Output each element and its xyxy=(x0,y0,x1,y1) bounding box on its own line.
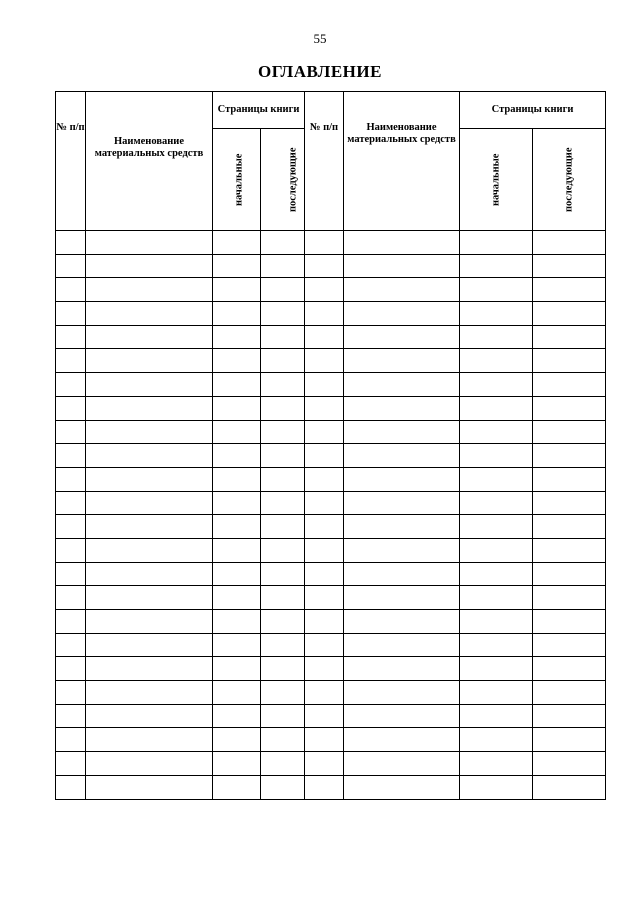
table-cell xyxy=(344,254,460,278)
table-cell xyxy=(213,349,261,373)
table-cell xyxy=(460,562,533,586)
table-cell xyxy=(56,562,86,586)
table-cell xyxy=(305,728,344,752)
table-cell xyxy=(533,633,606,657)
table-cell xyxy=(56,775,86,799)
table-cell xyxy=(305,633,344,657)
table-cell xyxy=(533,467,606,491)
table-cell xyxy=(213,373,261,397)
table-cell xyxy=(344,396,460,420)
table-row xyxy=(56,562,606,586)
table-cell xyxy=(261,302,305,326)
table-cell xyxy=(261,325,305,349)
table-cell xyxy=(86,704,213,728)
left-num-header: № п/п xyxy=(56,92,86,231)
table-cell xyxy=(305,562,344,586)
table-cell xyxy=(460,610,533,634)
table-cell xyxy=(56,633,86,657)
table-row xyxy=(56,373,606,397)
table-cell xyxy=(305,586,344,610)
table-cell xyxy=(460,467,533,491)
table-cell xyxy=(86,657,213,681)
table-cell xyxy=(533,752,606,776)
table-cell xyxy=(460,633,533,657)
table-cell xyxy=(261,349,305,373)
table-cell xyxy=(56,681,86,705)
table-cell xyxy=(86,420,213,444)
table-cell xyxy=(261,373,305,397)
table-cell xyxy=(261,538,305,562)
table-cell xyxy=(533,538,606,562)
table-cell xyxy=(56,444,86,468)
table-cell xyxy=(533,396,606,420)
table-cell xyxy=(460,752,533,776)
table-cell xyxy=(213,657,261,681)
table-row xyxy=(56,633,606,657)
table-cell xyxy=(261,444,305,468)
right-next-header xyxy=(533,129,606,231)
table-cell xyxy=(460,775,533,799)
table-row xyxy=(56,515,606,539)
table-cell xyxy=(86,373,213,397)
table-row xyxy=(56,586,606,610)
table-cell xyxy=(213,775,261,799)
table-cell xyxy=(344,325,460,349)
table-cell xyxy=(460,704,533,728)
table-cell xyxy=(305,515,344,539)
table-cell xyxy=(344,704,460,728)
table-cell xyxy=(86,562,213,586)
table-cell xyxy=(533,373,606,397)
table-cell xyxy=(305,775,344,799)
table-cell xyxy=(533,444,606,468)
table-cell xyxy=(213,538,261,562)
table-cell xyxy=(344,728,460,752)
table-cell xyxy=(213,610,261,634)
table-cell xyxy=(460,728,533,752)
table-cell xyxy=(344,610,460,634)
table-cell xyxy=(533,657,606,681)
table-cell xyxy=(533,231,606,255)
table-cell xyxy=(213,325,261,349)
table-cell xyxy=(86,728,213,752)
table-cell xyxy=(460,396,533,420)
table-cell xyxy=(86,349,213,373)
table-cell xyxy=(344,538,460,562)
table-cell xyxy=(533,775,606,799)
table-row xyxy=(56,657,606,681)
table-cell xyxy=(213,633,261,657)
left-pages-header: Страницы книги xyxy=(213,92,305,129)
table-cell xyxy=(305,278,344,302)
table-cell xyxy=(460,254,533,278)
table-cell xyxy=(56,396,86,420)
table-cell xyxy=(86,444,213,468)
table-cell xyxy=(305,373,344,397)
table-cell xyxy=(261,586,305,610)
left-next-label: последующие xyxy=(287,147,299,212)
table-cell xyxy=(460,231,533,255)
table-cell xyxy=(56,728,86,752)
table-cell xyxy=(213,681,261,705)
table-cell xyxy=(86,633,213,657)
table-cell xyxy=(86,775,213,799)
table-cell xyxy=(56,278,86,302)
table-cell xyxy=(305,538,344,562)
table-cell xyxy=(305,349,344,373)
table-row xyxy=(56,681,606,705)
table-cell xyxy=(261,752,305,776)
toc-body xyxy=(56,231,606,800)
table-cell xyxy=(344,444,460,468)
table-cell xyxy=(344,586,460,610)
table-cell xyxy=(56,325,86,349)
table-cell xyxy=(460,657,533,681)
table-cell xyxy=(533,562,606,586)
table-cell xyxy=(305,610,344,634)
table-cell xyxy=(56,420,86,444)
table-cell xyxy=(213,467,261,491)
left-name-header: Наименование материальных средств xyxy=(86,92,213,231)
page-number: 55 xyxy=(313,31,327,46)
table-cell xyxy=(86,491,213,515)
table-cell xyxy=(261,681,305,705)
table-cell xyxy=(86,396,213,420)
table-cell xyxy=(86,467,213,491)
right-name-header: Наименование материальных средств xyxy=(344,92,460,231)
table-cell xyxy=(56,254,86,278)
table-cell xyxy=(56,586,86,610)
table-cell xyxy=(213,586,261,610)
table-cell xyxy=(533,704,606,728)
table-cell xyxy=(305,231,344,255)
table-row xyxy=(56,420,606,444)
table-cell xyxy=(460,325,533,349)
right-start-label: начальные xyxy=(490,153,502,206)
table-cell xyxy=(86,325,213,349)
table-cell xyxy=(86,610,213,634)
table-cell xyxy=(344,491,460,515)
toc-table xyxy=(55,91,606,800)
table-cell xyxy=(460,420,533,444)
table-cell xyxy=(261,610,305,634)
table-cell xyxy=(533,610,606,634)
table-cell xyxy=(344,349,460,373)
table-cell xyxy=(261,515,305,539)
table-cell xyxy=(305,302,344,326)
table-cell xyxy=(261,775,305,799)
table-cell xyxy=(533,349,606,373)
table-cell xyxy=(213,491,261,515)
table-cell xyxy=(261,254,305,278)
table-cell xyxy=(86,515,213,539)
table-cell xyxy=(344,373,460,397)
table-cell xyxy=(56,752,86,776)
table-cell xyxy=(56,610,86,634)
table-row xyxy=(56,775,606,799)
table-cell xyxy=(56,657,86,681)
table-cell xyxy=(344,420,460,444)
table-cell xyxy=(533,681,606,705)
table-cell xyxy=(213,254,261,278)
table-cell xyxy=(460,681,533,705)
table-cell xyxy=(86,752,213,776)
table-cell xyxy=(56,515,86,539)
table-cell xyxy=(213,515,261,539)
table-cell xyxy=(344,562,460,586)
table-cell xyxy=(305,325,344,349)
table-row xyxy=(56,254,606,278)
table-cell xyxy=(533,302,606,326)
table-cell xyxy=(261,562,305,586)
table-cell xyxy=(261,704,305,728)
table-row xyxy=(56,610,606,634)
right-pages-header: Страницы книги xyxy=(460,92,606,129)
table-cell xyxy=(460,538,533,562)
table-row xyxy=(56,278,606,302)
table-cell xyxy=(86,278,213,302)
table-row xyxy=(56,231,606,255)
page-title: ОГЛАВЛЕНИЕ xyxy=(258,62,382,81)
table-cell xyxy=(261,728,305,752)
table-cell xyxy=(344,467,460,491)
table-cell xyxy=(533,278,606,302)
table-cell xyxy=(460,349,533,373)
table-cell xyxy=(344,302,460,326)
table-cell xyxy=(460,278,533,302)
right-num-header: № п/п xyxy=(305,92,344,231)
table-cell xyxy=(533,728,606,752)
table-row xyxy=(56,467,606,491)
right-next-label: последующие xyxy=(563,147,575,212)
table-cell xyxy=(213,444,261,468)
table-row xyxy=(56,349,606,373)
table-cell xyxy=(261,467,305,491)
table-cell xyxy=(460,444,533,468)
table-cell xyxy=(213,231,261,255)
table-cell xyxy=(305,752,344,776)
table-row xyxy=(56,538,606,562)
table-cell xyxy=(460,302,533,326)
left-start-header xyxy=(213,129,261,231)
table-cell xyxy=(86,681,213,705)
table-row xyxy=(56,728,606,752)
table-cell xyxy=(533,254,606,278)
table-cell xyxy=(261,491,305,515)
table-cell xyxy=(86,538,213,562)
table-cell xyxy=(460,515,533,539)
table-row xyxy=(56,325,606,349)
table-cell xyxy=(344,231,460,255)
table-cell xyxy=(460,373,533,397)
table-cell xyxy=(56,373,86,397)
table-cell xyxy=(460,586,533,610)
table-cell xyxy=(56,231,86,255)
table-cell xyxy=(56,704,86,728)
table-cell xyxy=(533,515,606,539)
table-cell xyxy=(56,491,86,515)
table-row xyxy=(56,444,606,468)
left-start-label: начальные xyxy=(233,153,245,206)
table-cell xyxy=(56,349,86,373)
table-cell xyxy=(305,704,344,728)
table-cell xyxy=(305,254,344,278)
table-cell xyxy=(213,396,261,420)
table-cell xyxy=(344,657,460,681)
table-cell xyxy=(533,420,606,444)
table-cell xyxy=(213,752,261,776)
table-cell xyxy=(261,278,305,302)
table-cell xyxy=(86,302,213,326)
table-cell xyxy=(56,302,86,326)
left-next-header xyxy=(261,129,305,231)
table-cell xyxy=(213,420,261,444)
table-cell xyxy=(86,586,213,610)
table-cell xyxy=(344,515,460,539)
table-cell xyxy=(533,586,606,610)
table-cell xyxy=(305,396,344,420)
table-cell xyxy=(344,681,460,705)
table-row xyxy=(56,491,606,515)
right-start-header xyxy=(460,129,533,231)
table-cell xyxy=(533,325,606,349)
table-cell xyxy=(213,278,261,302)
table-cell xyxy=(213,728,261,752)
table-cell xyxy=(305,467,344,491)
table-cell xyxy=(533,491,606,515)
table-row xyxy=(56,396,606,420)
table-cell xyxy=(86,231,213,255)
table-cell xyxy=(460,491,533,515)
table-row xyxy=(56,752,606,776)
table-cell xyxy=(261,420,305,444)
table-cell xyxy=(86,254,213,278)
table-cell xyxy=(344,633,460,657)
table-cell xyxy=(344,752,460,776)
table-cell xyxy=(213,302,261,326)
table-cell xyxy=(344,775,460,799)
table-cell xyxy=(56,467,86,491)
table-cell xyxy=(305,420,344,444)
table-cell xyxy=(261,633,305,657)
table-cell xyxy=(261,396,305,420)
table-cell xyxy=(213,562,261,586)
table-cell xyxy=(344,278,460,302)
table-cell xyxy=(305,491,344,515)
table-cell xyxy=(261,231,305,255)
table-cell xyxy=(305,681,344,705)
table-cell xyxy=(305,657,344,681)
table-row xyxy=(56,704,606,728)
table-cell xyxy=(261,657,305,681)
table-cell xyxy=(213,704,261,728)
table-cell xyxy=(305,444,344,468)
table-cell xyxy=(56,538,86,562)
table-row xyxy=(56,302,606,326)
